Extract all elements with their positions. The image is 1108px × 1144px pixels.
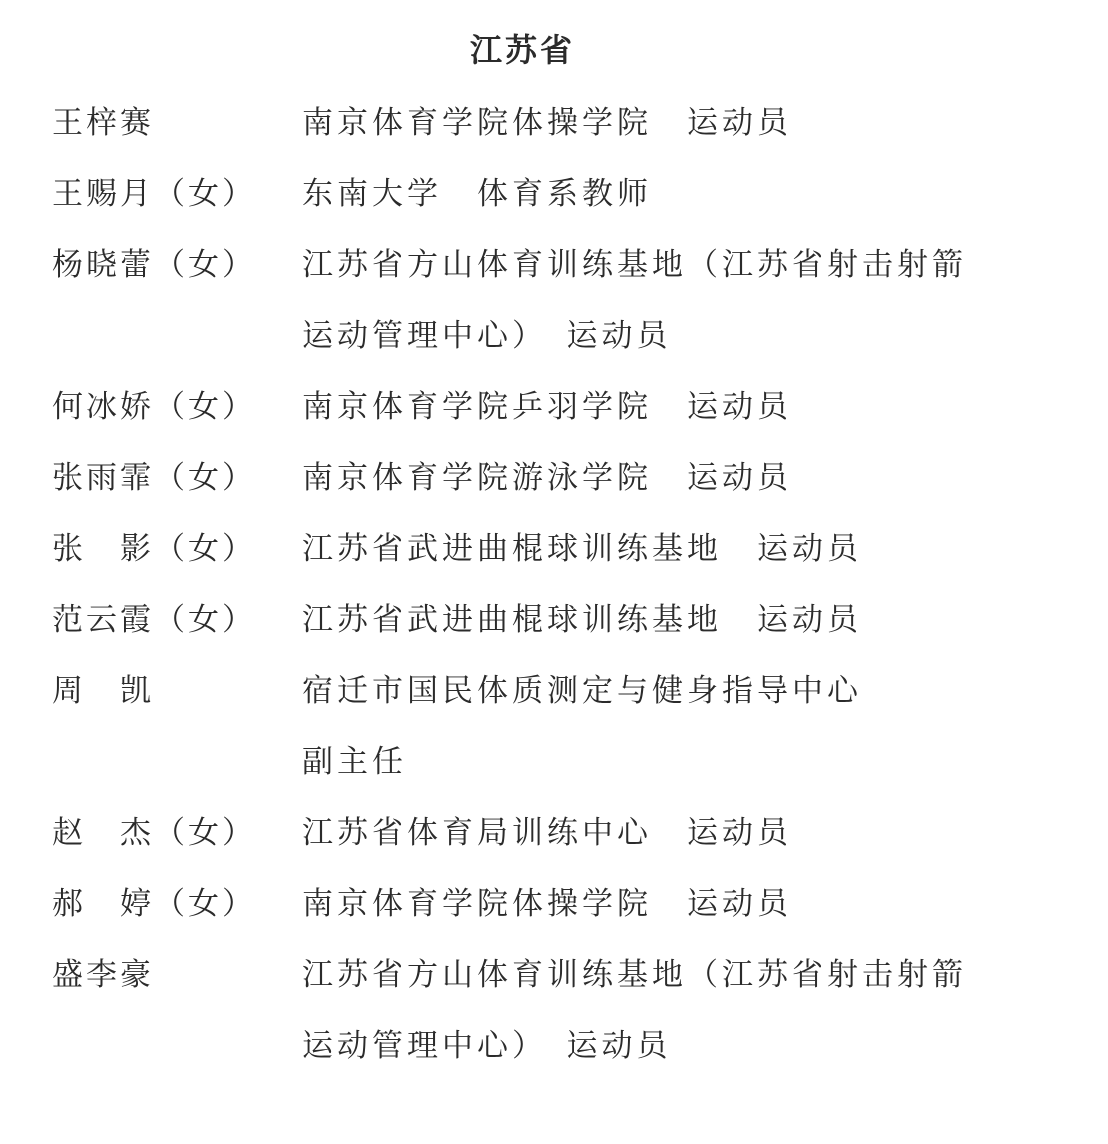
affiliation xyxy=(302,869,1052,940)
affiliation-line: 南京体育学院体操学院 运动员 xyxy=(302,886,792,922)
list-item xyxy=(52,230,1052,372)
affiliation-line: 南京体育学院乒羽学院 运动员 xyxy=(302,389,792,425)
person-name: 赵 杰（女） xyxy=(52,815,256,851)
honoree-list xyxy=(52,88,1052,1082)
affiliation xyxy=(302,372,1052,443)
person-name: 何冰娇（女） xyxy=(52,389,256,425)
affiliation xyxy=(302,585,1052,656)
affiliation xyxy=(302,159,1052,230)
person-name: 盛李豪 xyxy=(52,957,154,993)
list-item xyxy=(52,159,1052,230)
list-item xyxy=(52,798,1052,869)
person-name: 王赐月（女） xyxy=(52,176,256,212)
affiliation xyxy=(302,88,1052,159)
person-name: 杨晓蕾（女） xyxy=(52,247,256,283)
list-item xyxy=(52,585,1052,656)
person-name: 郝 婷（女） xyxy=(52,886,256,922)
list-item xyxy=(52,88,1052,159)
person-name: 周 凯 xyxy=(52,673,154,709)
list-item xyxy=(52,443,1052,514)
list-item xyxy=(52,656,1052,798)
person-name: 范云霞（女） xyxy=(52,602,256,638)
list-item xyxy=(52,869,1052,940)
list-item xyxy=(52,372,1052,443)
affiliation-line: 江苏省武进曲棍球训练基地 运动员 xyxy=(302,602,862,638)
person-name: 王梓赛 xyxy=(52,105,154,141)
person-name: 张雨霏（女） xyxy=(52,460,256,496)
affiliation-line: 运动管理中心） 运动员 xyxy=(302,318,672,354)
affiliation xyxy=(302,940,1052,1082)
list-item xyxy=(52,940,1052,1082)
affiliation-line: 南京体育学院游泳学院 运动员 xyxy=(302,460,792,496)
affiliation-line: 江苏省武进曲棍球训练基地 运动员 xyxy=(302,531,862,567)
affiliation xyxy=(302,230,1052,372)
affiliation-line: 江苏省方山体育训练基地（江苏省射击射箭 xyxy=(302,247,967,283)
affiliation-line: 南京体育学院体操学院 运动员 xyxy=(302,105,792,141)
affiliation xyxy=(302,798,1052,869)
affiliation xyxy=(302,514,1052,585)
affiliation-line: 江苏省体育局训练中心 运动员 xyxy=(302,815,792,851)
affiliation-line: 副主任 xyxy=(302,744,407,780)
person-name: 张 影（女） xyxy=(52,531,256,567)
affiliation-line: 宿迁市国民体质测定与健身指导中心 xyxy=(302,673,862,709)
affiliation-line: 运动管理中心） 运动员 xyxy=(302,1028,672,1064)
affiliation-line: 江苏省方山体育训练基地（江苏省射击射箭 xyxy=(302,957,967,993)
list-item xyxy=(52,514,1052,585)
affiliation xyxy=(302,443,1052,514)
affiliation-line: 东南大学 体育系教师 xyxy=(302,176,652,212)
affiliation xyxy=(302,656,1052,798)
page-title: 江苏省 xyxy=(469,31,575,69)
